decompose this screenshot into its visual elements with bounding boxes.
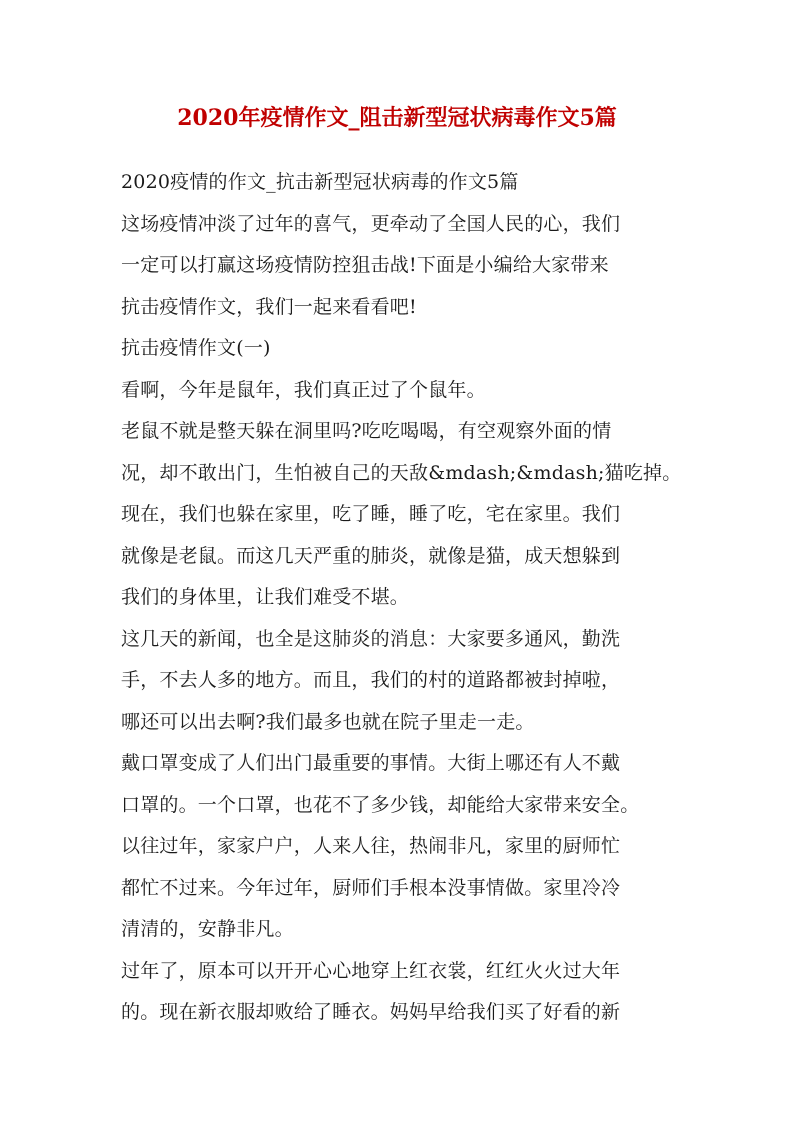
document-body <box>121 162 683 1034</box>
text-line: 清清的，安静非凡。 <box>121 918 294 940</box>
text-line: 口罩的。一个口罩，也花不了多少钱，却能给大家带来安全。 <box>121 793 640 816</box>
section-heading: 抗击疫情作文(一) <box>121 337 271 359</box>
text-line: 以往过年，家家户户，人来人往，热闹非凡，家里的厨师忙 <box>121 835 621 857</box>
text-line: 我们的身体里，让我们难受不堪。 <box>121 586 410 608</box>
text-line: 老鼠不就是整天躲在洞里吗?吃吃喝喝，有空观察外面的情 <box>121 420 612 442</box>
text-line: 都忙不过来。今年过年，厨师们手根本没事情做。家里冷冷 <box>121 876 621 899</box>
text-line: 这场疫情冲淡了过年的喜气，更牵动了全国人民的心，我们 <box>121 212 621 235</box>
text-line: 的。现在新衣服却败给了睡衣。妈妈早给我们买了好看的新 <box>121 1001 621 1023</box>
text-line: 现在，我们也躲在家里，吃了睡，睡了吃，宅在家里。我们 <box>121 503 621 525</box>
text-line-subtitle: 2020疫情的作文_抗击新型冠状病毒的作文5篇 <box>121 171 519 193</box>
text-line: 况，却不敢出门，生怕被自己的天敌&mdash;&mdash;猫吃掉。 <box>121 461 682 484</box>
text-line: 看啊，今年是鼠年，我们真正过了个鼠年。 <box>121 378 486 401</box>
text-line: 哪还可以出去啊?我们最多也就在院子里走一走。 <box>121 710 535 733</box>
text-line: 戴口罩变成了人们出门最重要的事情。大街上哪还有人不戴 <box>121 752 621 774</box>
text-line: 这几天的新闻，也全是这肺炎的消息：大家要多通风，勤洗 <box>121 627 621 650</box>
text-line: 就像是老鼠。而这几天严重的肺炎，就像是猫，成天想躲到 <box>121 544 621 567</box>
text-line: 一定可以打赢这场疫情防控狙击战!下面是小编给大家带来 <box>121 254 609 276</box>
text-line: 手，不去人多的地方。而且，我们的村的道路都被封掉啦， <box>121 669 621 691</box>
text-line: 抗击疫情作文，我们一起来看看吧! <box>121 295 417 318</box>
text-line: 过年了，原本可以开开心心地穿上红衣裳，红红火火过大年 <box>121 959 621 982</box>
document-title: 2020年疫情作文_阻击新型冠状病毒作文5篇 <box>177 105 617 131</box>
